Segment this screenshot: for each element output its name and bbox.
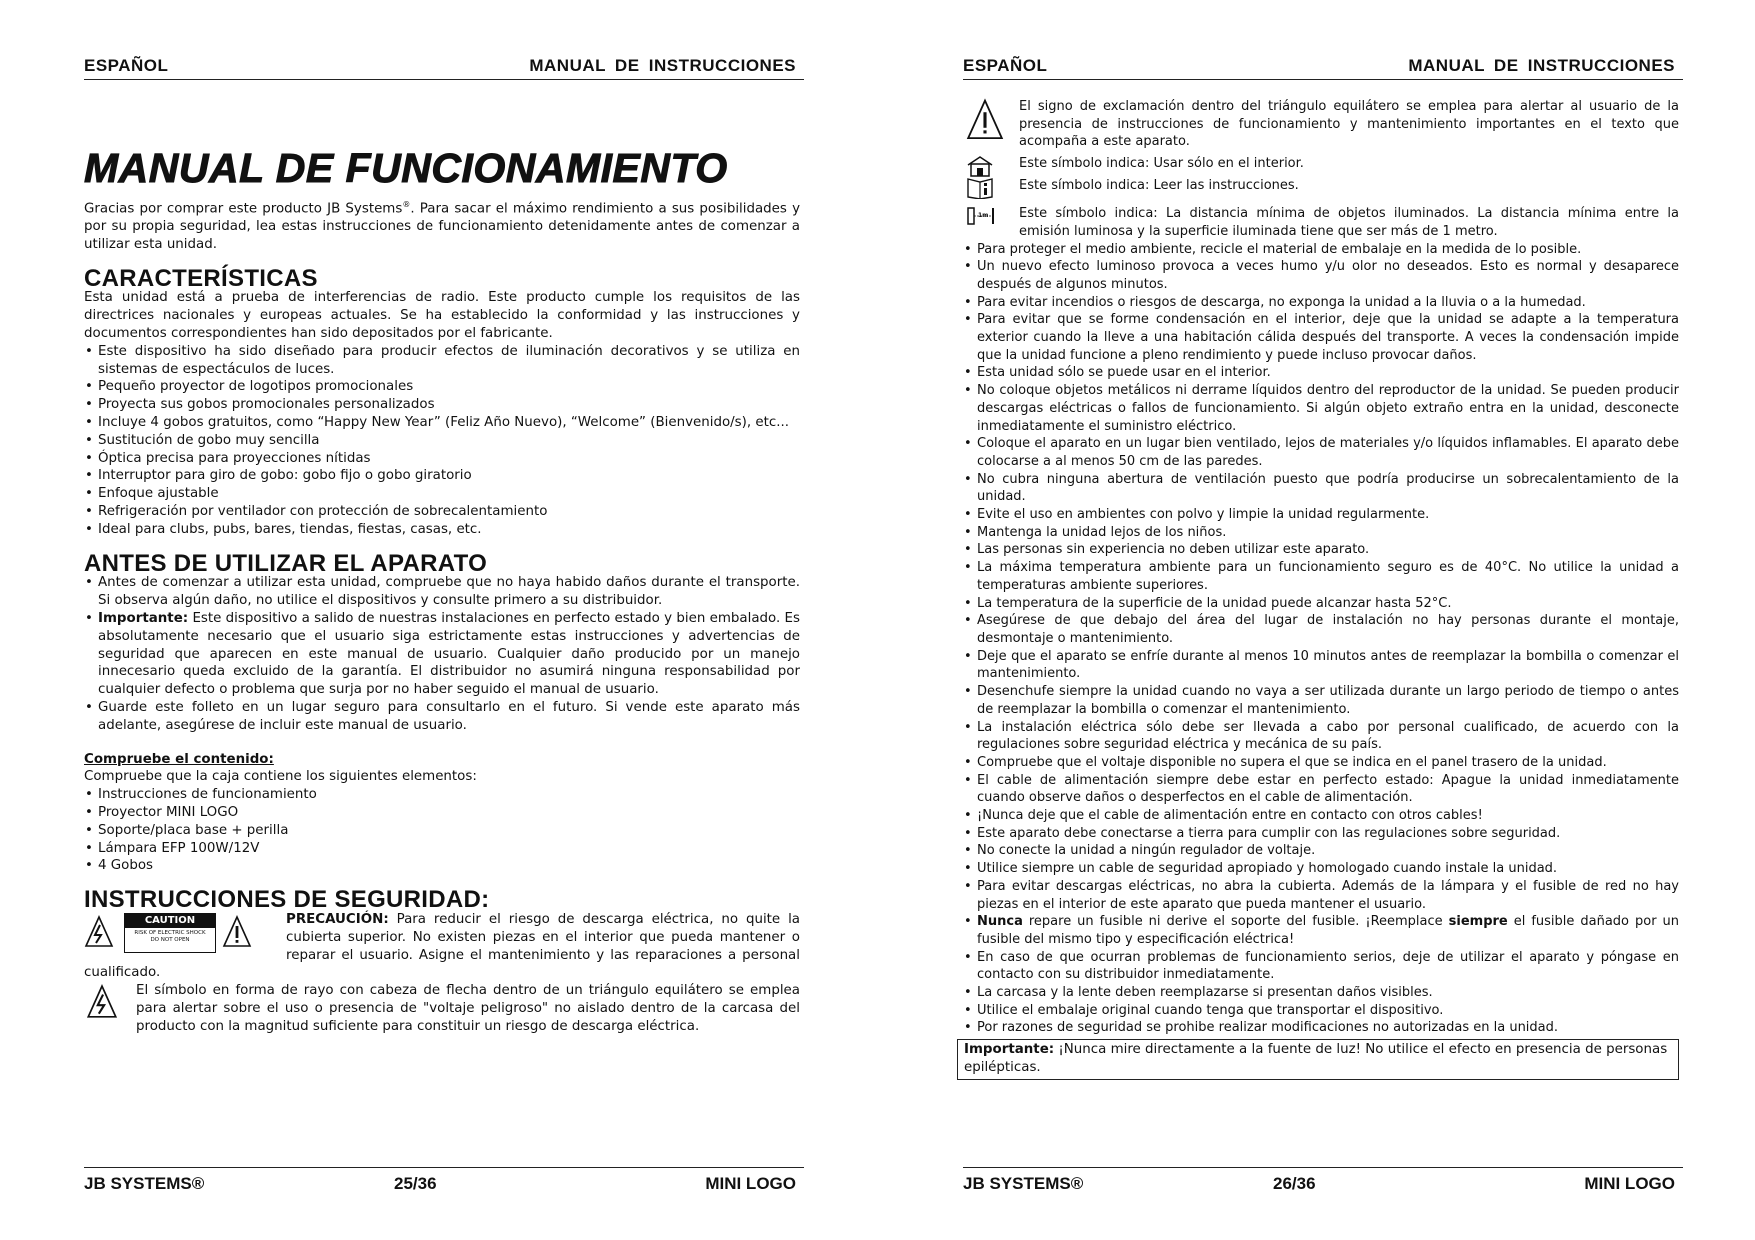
list-item: • Para proteger el medio ambiente, recicle el material de embalaje en la medida de lo posible. [977, 241, 1679, 259]
read-explanation [963, 177, 1679, 199]
list-item: • El cable de alimentación siempre debe estar en perfecto estado: Apague la unidad inmediatamente cuando observe daños o desperfectos en el cable de alimentación. [977, 772, 1679, 807]
list-item: • La máxima temperatura ambiente para un funcionamiento seguro es de 40°C. No utilice la unidad a temperaturas ambiente superiores. [977, 559, 1679, 594]
footer-page-number: 26/36 [1273, 1174, 1316, 1193]
list-item: • Desenchufe siempre la unidad cuando no vaya a ser utilizada durante un largo periodo de tiempo o antes de reemplazar la bombilla o comenzar el mantenimiento. [977, 683, 1679, 718]
features-heading: CARACTERÍSTICAS [84, 264, 318, 292]
list-item: • Deje que el aparato se enfríe durante al menos 10 minutos antes de reemplazar la bombilla o comenzar el mantenimiento. [977, 648, 1679, 683]
header-language: ESPAÑOL [963, 56, 1048, 75]
page-header [963, 54, 1683, 80]
list-item: • Pequeño proyector de logotipos promocionales [98, 378, 800, 396]
distance-explanation [963, 205, 1679, 240]
list-item: • Lámpara EFP 100W/12V [98, 840, 800, 858]
footer-brand: JB SYSTEMS® [84, 1174, 205, 1193]
indoor-house-icon [965, 155, 995, 177]
list-item: • Instrucciones de funcionamiento [98, 786, 800, 804]
list-item: • Interruptor para giro de gobo: gobo fijo o gobo giratorio [98, 467, 800, 485]
list-item: • Un nuevo efecto luminoso provoca a veces humo y/u olor no deseados. Esto es normal y desaparece después de algunos minutos. [977, 258, 1679, 293]
list-item: • Óptica precisa para proyecciones nítidas [98, 450, 800, 468]
contents-list [84, 786, 800, 875]
page-title: MANUAL DE FUNCIONAMIENTO [84, 145, 728, 191]
list-item: • Para evitar que se forme condensación en el interior, deje que la unidad se adapte a la temperatura exterior cuando la lleve a una habitación cálida después del transporte. A veces la condensación impide que la unidad funcione a pleno rendimiento y puede incluso provocar daños. [977, 311, 1679, 364]
caution-sub2: DO NOT OPEN [150, 936, 190, 943]
exclamation-text: El signo de exclamación dentro del triángulo equilátero se emplea para alertar al usuario de la presencia de instrucciones de funcionamiento y mantenimiento importantes en el texto que acompaña a este aparato. [1019, 99, 1679, 150]
contents-text: Compruebe que la caja contiene los siguientes elementos: [84, 769, 477, 785]
right-body [963, 98, 1679, 1080]
list-item [977, 913, 1679, 948]
list-item: • Asegúrese de que debajo del área del lugar de instalación no hay personas durante el montaje, desmontaje o mantenimiento. [977, 612, 1679, 647]
caution-graphic [84, 911, 282, 953]
list-item: • Las personas sin experiencia no deben utilizar este aparato. [977, 541, 1679, 559]
list-item: • Mantenga la unidad lejos de los niños. [977, 524, 1679, 542]
distance-text: Este símbolo indica: La distancia mínima de objetos iluminados. La distancia mínima entre la emisión luminosa y la superficie iluminada tiene que ser más de 1 metro. [1019, 206, 1679, 239]
lightning-triangle-icon [86, 984, 118, 1020]
safety-list [963, 241, 1679, 1038]
header-language: ESPAÑOL [84, 56, 169, 75]
footer-model: MINI LOGO [705, 1174, 796, 1193]
distance-icon [965, 205, 999, 227]
list-item: • Evite el uso en ambientes con polvo y limpie la unidad regularmente. [977, 506, 1679, 524]
safety-heading: INSTRUCCIONES DE SEGURIDAD: [84, 886, 490, 914]
list-item: • Guarde este folleto en un lugar seguro para consultarlo en el futuro. Si vende este aparato más adelante, asegúrese de incluir este manual de usuario. [98, 699, 800, 735]
indoor-text: Este símbolo indica: Usar sólo en el interior. [1019, 156, 1304, 172]
list-item: • Refrigeración por ventilador con protección de sobrecalentamiento [98, 503, 800, 521]
list-item: • Coloque el aparato en un lugar bien ventilado, lejos de materiales y/o líquidos inflamables. El aparato debe colocarse a al menos 50 cm de las paredes. [977, 435, 1679, 470]
features-text: Esta unidad está a prueba de interferencias de radio. Este producto cumple los requisitos de las directrices nacionales y europeas actuales. Se ha establecido la conformidad y las instrucciones y documentos correspondientes han sido depositados por el fabricante. [84, 290, 800, 342]
list-item: • Soporte/placa base + perilla [98, 822, 800, 840]
important-text: Este dispositivo a salido de nuestras instalaciones en perfecto estado y bien embalado. Es absolutamente necesario que el usuario siga estrictamente estas instrucciones y advertencias de seguridad que aparecen en este manual de usuario. Cualquier daño producido por un manejo innecesario queda excluido de la garantía. El distribuidor no asumirá ninguna responsabilidad por cualquier defecto o problema que surja por no haber seguido el manual de usuario. [98, 611, 800, 698]
important-label: Importante: [98, 611, 189, 626]
exclamation-explanation [963, 98, 1679, 151]
list-item: • Proyecta sus gobos promocionales personalizados [98, 396, 800, 414]
fuse-never: Nunca [977, 914, 1023, 930]
page-footer [963, 1167, 1683, 1198]
footer-page-number: 25/36 [394, 1174, 437, 1193]
exclamation-warning-icon [222, 915, 252, 949]
left-body [84, 90, 800, 1036]
list-item: • Utilice el embalaje original cuando tenga que transportar el dispositivo. [977, 1002, 1679, 1020]
list-item: • Para evitar descargas eléctricas, no abra la cubierta. Además de la lámpara y el fusible de red no hay piezas en el interior de este aparato que pueda mantener el usuario. [977, 878, 1679, 913]
list-item: • En caso de que ocurran problemas de funcionamiento serios, deje de utilizar el aparato y póngase en contacto con su distribuidor inmediatamente. [977, 949, 1679, 984]
list-item: • 4 Gobos [98, 857, 800, 875]
list-item [98, 610, 800, 699]
exclamation-triangle-icon [965, 98, 1005, 142]
list-item: • Ideal para clubs, pubs, bares, tiendas, fiestas, casas, etc. [98, 521, 800, 539]
list-item: • La instalación eléctrica sólo debe ser llevada a cabo por personal cualificado, de acuerdo con la regulaciones sobre seguridad eléctrica y mecánica de su país. [977, 719, 1679, 754]
list-item: • ¡Nunca deje que el cable de alimentación entre en contacto con otros cables! [977, 807, 1679, 825]
list-item: • Compruebe que el voltaje disponible no supera el que se indica en el panel trasero de la unidad. [977, 754, 1679, 772]
before-heading: ANTES DE UTILIZAR EL APARATO [84, 549, 488, 577]
footer-model: MINI LOGO [1584, 1174, 1675, 1193]
lightning-warning-icon [84, 915, 114, 949]
footer-brand: JB SYSTEMS® [963, 1174, 1084, 1193]
intro-text-b: . Para sacar el máximo rendimiento a sus posibilidades y por su propia seguridad, lea estas instrucciones de funcionamiento detenidamente antes de comenzar a utilizar esta unidad. [84, 201, 800, 252]
list-item: • No cubra ninguna abertura de ventilación puesto que podría producirse un sobrecalentamiento de la unidad. [977, 471, 1679, 506]
caution-label: CAUTION [125, 914, 215, 928]
left-page [84, 0, 804, 1240]
list-item: • La carcasa y la lente deben reemplazarse si presentan daños visibles. [977, 984, 1679, 1002]
bolt-explanation [84, 982, 800, 1035]
contents-heading: Compruebe el contenido: [84, 751, 274, 767]
read-text: Este símbolo indica: Leer las instrucciones. [1019, 178, 1299, 194]
list-item: • Este aparato debe conectarse a tierra para cumplir con las regulaciones sobre seguridad. [977, 825, 1679, 843]
list-item: • Esta unidad sólo se puede usar en el interior. [977, 364, 1679, 382]
page-header [84, 54, 804, 80]
list-item: • Enfoque ajustable [98, 485, 800, 503]
bolt-text: El símbolo en forma de rayo con cabeza de flecha dentro de un triángulo equilátero se emplea para alertar sobre el uso o presencia de "voltaje peligroso" no aislado dentro de la carcasa del producto con la magnitud suficiente para constituir un riesgo de descarga eléctrica. [136, 983, 800, 1034]
list-item: • No conecte la unidad a ningún regulador de voltaje. [977, 842, 1679, 860]
distance-icon-label: 1m [978, 212, 989, 220]
caution-label-box [124, 913, 216, 953]
fuse-text-b: el fusible dañado por un fusible del mismo tipo y especificación eléctrica! [977, 914, 1679, 947]
precaution-label: PRECAUCIÓN: [286, 911, 389, 927]
list-item: • Incluye 4 gobos gratuitos, como “Happy New Year” (Feliz Año Nuevo), “Welcome” (Bienvenido/s), etc... [98, 414, 800, 432]
important-box [957, 1039, 1679, 1079]
registered-mark: ® [402, 199, 411, 209]
header-manual: MANUAL DE INSTRUCCIONES [1408, 56, 1675, 75]
fuse-text-a: repare un fusible ni derive el soporte del fusible. ¡Reemplace [1022, 914, 1449, 930]
page-footer [84, 1167, 804, 1198]
features-list [84, 343, 800, 539]
important-text: ¡Nunca mire directamente a la fuente de luz! No utilice el efecto en presencia de personas epilépticas. [964, 1042, 1668, 1075]
caution-sub1: RISK OF ELECTRIC SHOCK [134, 929, 206, 936]
caution-block [84, 911, 800, 982]
list-item: • Antes de comenzar a utilizar esta unidad, compruebe que no haya habido daños durante el transporte. Si observa algún daño, no utilice el dispositivos y consulte primero a su distribuidor. [98, 574, 800, 610]
list-item: • Por razones de seguridad se prohibe realizar modificaciones no autorizadas en la unidad. [977, 1019, 1679, 1037]
right-page [963, 0, 1683, 1240]
list-item: • Este dispositivo ha sido diseñado para producir efectos de iluminación decorativos y se utiliza en sistemas de espectáculos de luces. [98, 343, 800, 379]
fuse-always: siempre [1448, 914, 1508, 930]
read-manual-icon [965, 177, 995, 199]
list-item: • Para evitar incendios o riesgos de descarga, no exponga la unidad a la lluvia o a la humedad. [977, 294, 1679, 312]
before-list [84, 574, 800, 734]
indoor-explanation [963, 155, 1679, 177]
intro-paragraph [84, 196, 800, 254]
list-item: • Proyector MINI LOGO [98, 804, 800, 822]
intro-text-a: Gracias por comprar este producto JB Systems [84, 201, 403, 217]
precaution-text: Para reducir el riesgo de descarga eléctrica, no quite la cubierta superior. No existen piezas en el interior que pueda mantener o reparar el usuario. Asigne el mantenimiento y las reparaciones a personal cualificado. [84, 911, 800, 981]
header-manual: MANUAL DE INSTRUCCIONES [529, 56, 796, 75]
important-label: Importante: [964, 1042, 1055, 1058]
list-item: • Utilice siempre un cable de seguridad apropiado y homologado cuando instale la unidad. [977, 860, 1679, 878]
list-item: • Sustitución de gobo muy sencilla [98, 432, 800, 450]
list-item: • No coloque objetos metálicos ni derrame líquidos dentro del reproductor de la unidad. Se pueden producir descargas eléctricas o fallos de funcionamiento. Si algún objeto extraño entra en la unidad, desconecte inmediatamente el suministro eléctrico. [977, 382, 1679, 435]
list-item: • La temperatura de la superficie de la unidad puede alcanzar hasta 52°C. [977, 595, 1679, 613]
